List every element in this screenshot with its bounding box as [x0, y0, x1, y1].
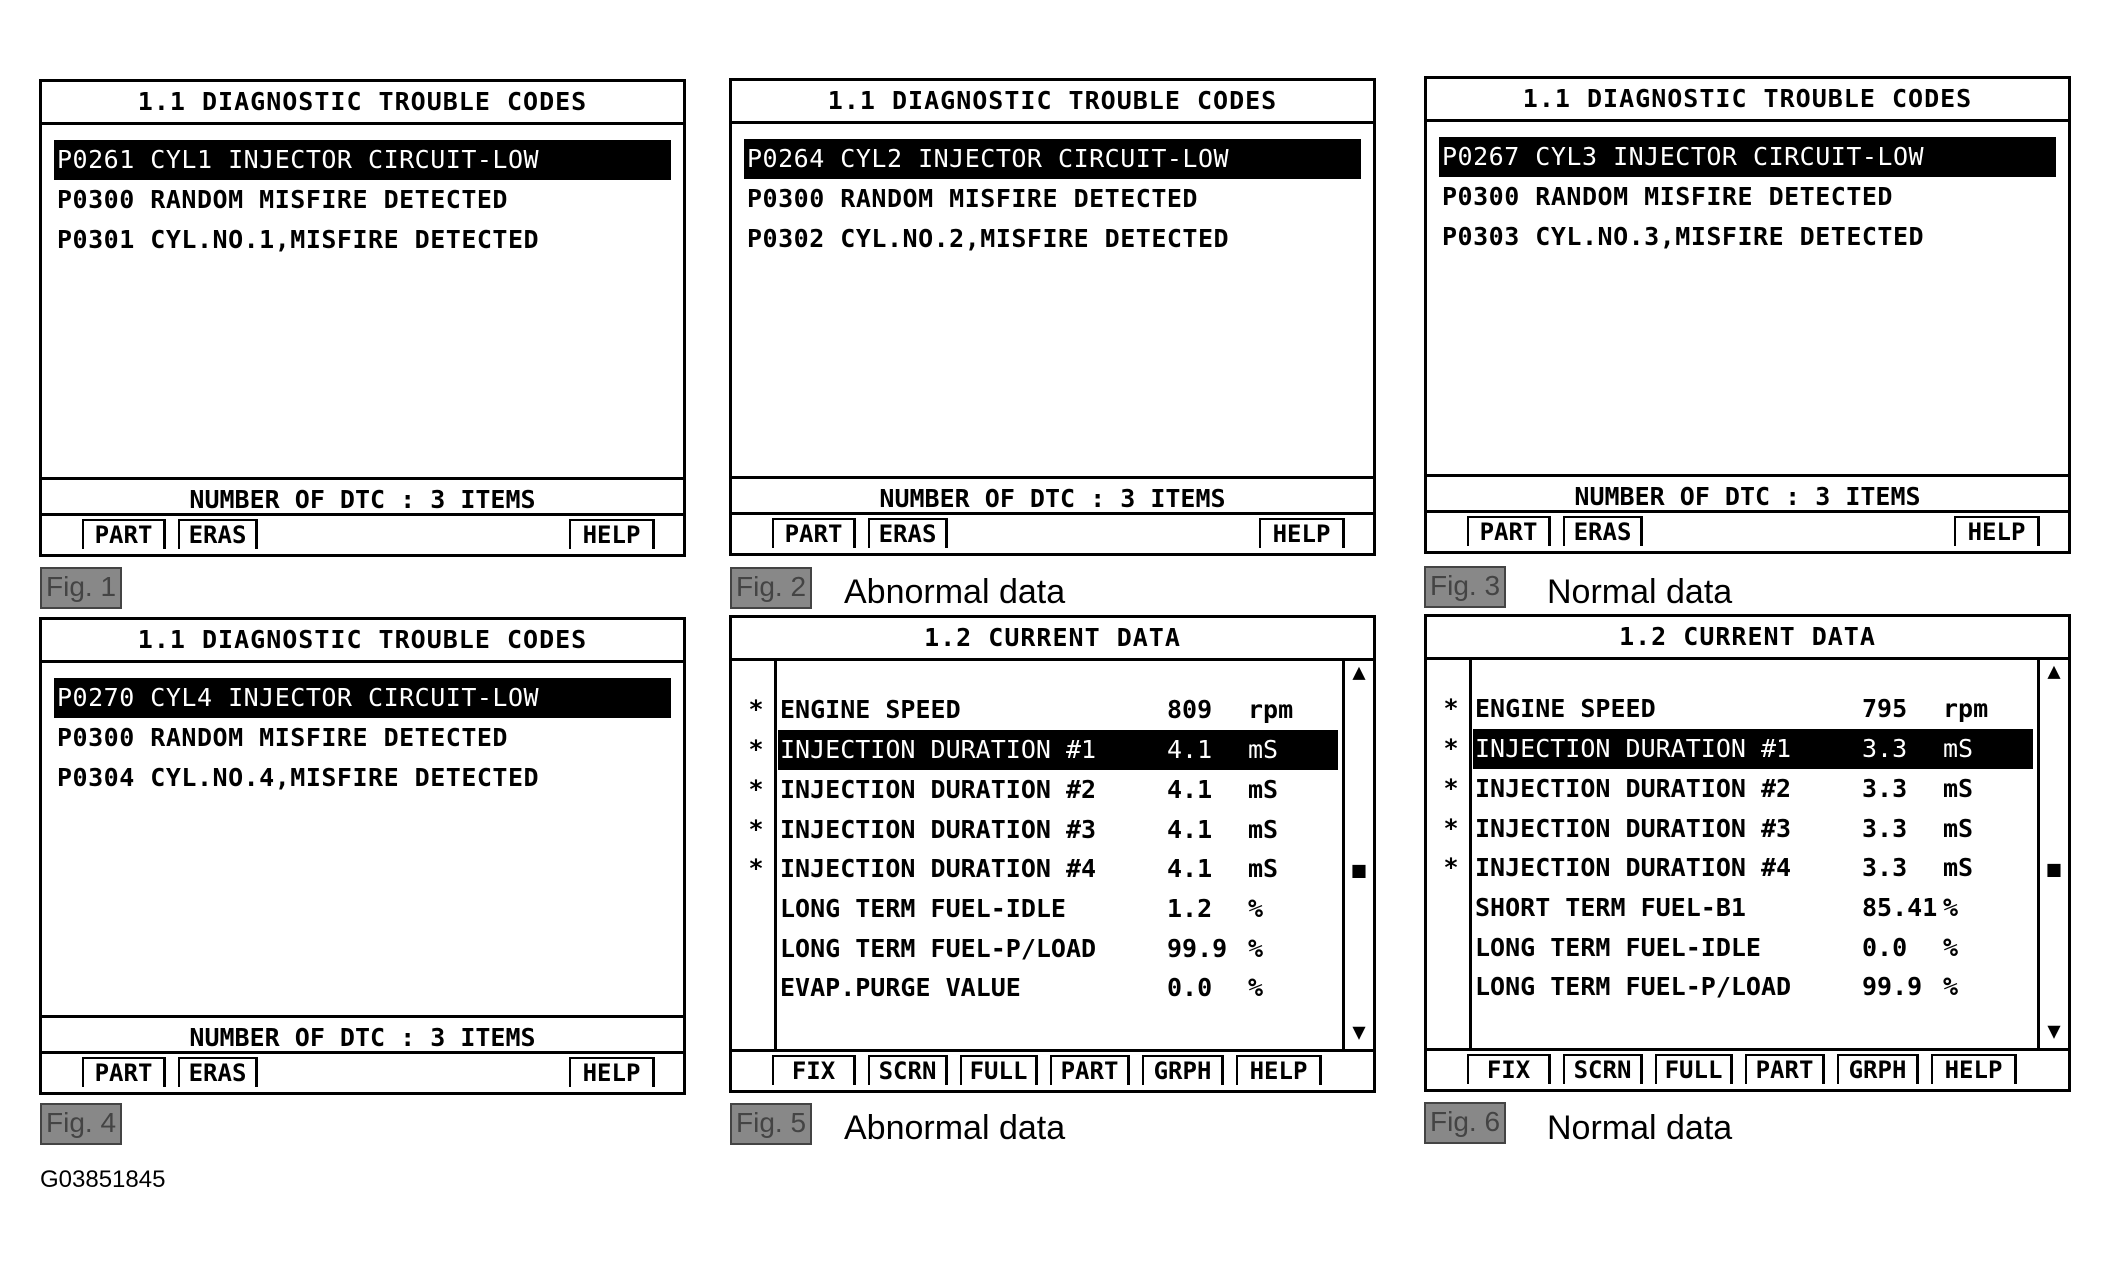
dtc-panel-1 — [39, 79, 686, 557]
param-name: LONG TERM FUEL-P/LOAD — [780, 934, 1097, 963]
selected-mark: * — [748, 815, 764, 844]
panel-title: 1.1 DIAGNOSTIC TROUBLE CODES — [42, 82, 683, 125]
param-unit: mS — [1248, 735, 1279, 764]
eras-key[interactable]: ERAS — [868, 518, 948, 548]
help-key[interactable]: HELP — [1259, 518, 1345, 548]
param-unit: % — [1943, 972, 1959, 1001]
data-row[interactable] — [732, 849, 1341, 889]
dtc-count: NUMBER OF DTC : 3 ITEMS — [42, 477, 683, 520]
figure-caption: Abnormal data — [844, 573, 1066, 611]
param-name: INJECTION DURATION #2 — [780, 775, 1097, 804]
selected-mark: * — [1443, 853, 1459, 882]
figure-label: Fig. 5 — [730, 1103, 812, 1145]
help-key[interactable]: HELP — [1954, 516, 2040, 546]
part-key[interactable]: PART — [1050, 1055, 1130, 1085]
scroll-thumb-icon[interactable]: ■ — [2047, 857, 2061, 882]
panel-title: 1.2 CURRENT DATA — [1427, 617, 2068, 660]
figure-label: Fig. 6 — [1424, 1102, 1506, 1144]
dtc-row[interactable]: P0267 CYL3 INJECTOR CIRCUIT-LOW — [1439, 137, 2056, 177]
data-row[interactable] — [732, 810, 1341, 850]
help-key[interactable]: HELP — [1931, 1054, 2017, 1084]
figure-label: Fig. 4 — [40, 1103, 122, 1145]
param-name: INJECTION DURATION #3 — [780, 815, 1097, 844]
param-unit: % — [1943, 933, 1959, 962]
selected-mark: * — [1443, 734, 1459, 763]
dtc-list — [54, 678, 671, 798]
dtc-panel-4 — [39, 617, 686, 1095]
param-value: 3.3 — [1862, 734, 1908, 763]
param-value: 1.2 — [1167, 894, 1213, 923]
dtc-count: NUMBER OF DTC : 3 ITEMS — [1427, 474, 2068, 517]
param-unit: mS — [1248, 815, 1279, 844]
figure-caption: Normal data — [1547, 573, 1733, 611]
panel-title: 1.1 DIAGNOSTIC TROUBLE CODES — [42, 620, 683, 663]
data-list — [1427, 657, 2068, 1048]
param-name: INJECTION DURATION #1 — [1475, 734, 1792, 763]
param-name: EVAP.PURGE VALUE — [780, 973, 1021, 1002]
help-key[interactable]: HELP — [1236, 1055, 1322, 1085]
panel-title: 1.1 DIAGNOSTIC TROUBLE CODES — [1427, 79, 2068, 122]
dtc-row[interactable]: P0301 CYL.NO.1,MISFIRE DETECTED — [57, 225, 540, 254]
dtc-row[interactable]: P0261 CYL1 INJECTOR CIRCUIT-LOW — [54, 140, 671, 180]
part-key[interactable]: PART — [82, 519, 166, 549]
param-unit: % — [1248, 934, 1264, 963]
grph-key[interactable]: GRPH — [1837, 1054, 1919, 1084]
data-row[interactable] — [1427, 769, 2036, 809]
param-value: 0.0 — [1167, 973, 1213, 1002]
selected-mark: * — [1443, 814, 1459, 843]
figure-caption: Abnormal data — [844, 1109, 1066, 1147]
function-key-bar — [732, 512, 1373, 553]
param-unit: % — [1943, 893, 1959, 922]
data-row[interactable] — [732, 770, 1341, 810]
dtc-row[interactable]: P0264 CYL2 INJECTOR CIRCUIT-LOW — [744, 139, 1361, 179]
param-value: 99.9 — [1167, 934, 1228, 963]
dtc-list — [54, 140, 671, 260]
param-name: INJECTION DURATION #3 — [1475, 814, 1792, 843]
param-value: 3.3 — [1862, 853, 1908, 882]
panel-title: 1.2 CURRENT DATA — [732, 618, 1373, 661]
param-value: 3.3 — [1862, 814, 1908, 843]
dtc-row[interactable]: P0300 RANDOM MISFIRE DETECTED — [57, 723, 508, 752]
param-value: 4.1 — [1167, 775, 1213, 804]
param-name: ENGINE SPEED — [1475, 694, 1656, 723]
dtc-row[interactable]: P0304 CYL.NO.4,MISFIRE DETECTED — [57, 763, 540, 792]
param-name: INJECTION DURATION #2 — [1475, 774, 1792, 803]
help-key[interactable]: HELP — [569, 519, 655, 549]
data-row[interactable] — [732, 690, 1341, 730]
param-unit: mS — [1943, 734, 1974, 763]
part-key[interactable]: PART — [82, 1057, 166, 1087]
function-key-bar — [1427, 510, 2068, 551]
param-value: 99.9 — [1862, 972, 1923, 1001]
param-name: LONG TERM FUEL-IDLE — [1475, 933, 1761, 962]
scroll-up-arrow-icon[interactable]: ▲ — [1352, 660, 1366, 685]
figure-label: Fig. 3 — [1424, 566, 1506, 608]
part-key[interactable]: PART — [772, 518, 856, 548]
function-key-bar — [42, 1051, 683, 1092]
current-data-panel-5 — [729, 615, 1376, 1093]
param-unit: rpm — [1943, 694, 1989, 723]
dtc-row[interactable]: P0300 RANDOM MISFIRE DETECTED — [57, 185, 508, 214]
eras-key[interactable]: ERAS — [178, 519, 258, 549]
param-unit: mS — [1943, 774, 1974, 803]
function-key-bar — [42, 513, 683, 554]
part-key[interactable]: PART — [1745, 1054, 1825, 1084]
param-unit: mS — [1248, 854, 1279, 883]
help-key[interactable]: HELP — [569, 1057, 655, 1087]
param-unit: rpm — [1248, 695, 1294, 724]
param-name: ENGINE SPEED — [780, 695, 961, 724]
scroll-down-arrow-icon[interactable]: ▼ — [1352, 1020, 1366, 1045]
dtc-panel-3 — [1424, 76, 2071, 554]
data-row[interactable] — [732, 889, 1341, 929]
dtc-row[interactable]: P0303 CYL.NO.3,MISFIRE DETECTED — [1442, 222, 1925, 251]
param-value: 3.3 — [1862, 774, 1908, 803]
data-row[interactable] — [1427, 888, 2036, 928]
fix-key[interactable]: FIX — [1467, 1054, 1551, 1084]
dtc-count: NUMBER OF DTC : 3 ITEMS — [732, 476, 1373, 519]
param-unit: % — [1248, 894, 1264, 923]
image-code: G03851845 — [40, 1166, 166, 1193]
param-name: INJECTION DURATION #4 — [1475, 853, 1792, 882]
selected-mark: * — [748, 854, 764, 883]
param-value: 809 — [1167, 695, 1213, 724]
param-unit: mS — [1943, 814, 1974, 843]
data-row[interactable] — [1427, 928, 2036, 968]
param-value: 4.1 — [1167, 735, 1213, 764]
param-value: 4.1 — [1167, 815, 1213, 844]
data-row[interactable] — [1427, 809, 2036, 849]
param-unit: % — [1248, 973, 1264, 1002]
dtc-count: NUMBER OF DTC : 3 ITEMS — [42, 1015, 683, 1058]
selected-mark: * — [1443, 694, 1459, 723]
dtc-row[interactable]: P0300 RANDOM MISFIRE DETECTED — [1442, 182, 1893, 211]
fix-key[interactable]: FIX — [772, 1055, 856, 1085]
param-value: 0.0 — [1862, 933, 1908, 962]
data-row[interactable] — [732, 968, 1341, 1008]
data-row[interactable] — [732, 730, 1341, 770]
scroll-thumb-icon[interactable]: ■ — [1352, 858, 1366, 883]
full-key[interactable]: FULL — [960, 1055, 1038, 1085]
param-name: INJECTION DURATION #1 — [780, 735, 1097, 764]
param-name: LONG TERM FUEL-P/LOAD — [1475, 972, 1792, 1001]
param-value: 85.41 — [1862, 893, 1938, 922]
param-value: 795 — [1862, 694, 1908, 723]
part-key[interactable]: PART — [1467, 516, 1551, 546]
data-row[interactable] — [732, 929, 1341, 969]
dtc-row[interactable]: P0300 RANDOM MISFIRE DETECTED — [747, 184, 1198, 213]
eras-key[interactable]: ERAS — [1563, 516, 1643, 546]
figure-caption: Normal data — [1547, 1109, 1733, 1147]
data-list — [732, 658, 1373, 1049]
selected-mark: * — [748, 735, 764, 764]
dtc-panel-2 — [729, 78, 1376, 556]
dtc-row[interactable]: P0302 CYL.NO.2,MISFIRE DETECTED — [747, 224, 1230, 253]
grph-key[interactable]: GRPH — [1142, 1055, 1224, 1085]
param-unit: mS — [1248, 775, 1279, 804]
function-key-bar — [1427, 1048, 2068, 1089]
selected-mark: * — [1443, 774, 1459, 803]
param-unit: mS — [1943, 853, 1974, 882]
dtc-list — [1439, 137, 2056, 257]
dtc-row[interactable]: P0270 CYL4 INJECTOR CIRCUIT-LOW — [54, 678, 671, 718]
selected-mark: * — [748, 695, 764, 724]
figure-label: Fig. 2 — [730, 567, 812, 609]
dtc-list — [744, 139, 1361, 259]
selected-mark: * — [748, 775, 764, 804]
param-name: SHORT TERM FUEL-B1 — [1475, 893, 1746, 922]
eras-key[interactable]: ERAS — [178, 1057, 258, 1087]
scroll-down-arrow-icon[interactable]: ▼ — [2047, 1019, 2061, 1044]
scroll-up-arrow-icon[interactable]: ▲ — [2047, 659, 2061, 684]
scrn-key[interactable]: SCRN — [1563, 1054, 1643, 1084]
data-row[interactable] — [1427, 967, 2036, 1007]
data-row[interactable] — [1427, 689, 2036, 729]
data-row[interactable] — [1427, 848, 2036, 888]
full-key[interactable]: FULL — [1655, 1054, 1733, 1084]
current-data-panel-6 — [1424, 614, 2071, 1092]
data-row[interactable] — [1427, 729, 2036, 769]
param-value: 4.1 — [1167, 854, 1213, 883]
scrn-key[interactable]: SCRN — [868, 1055, 948, 1085]
function-key-bar — [732, 1049, 1373, 1090]
param-name: LONG TERM FUEL-IDLE — [780, 894, 1066, 923]
param-name: INJECTION DURATION #4 — [780, 854, 1097, 883]
figure-label: Fig. 1 — [40, 567, 122, 609]
panel-title: 1.1 DIAGNOSTIC TROUBLE CODES — [732, 81, 1373, 124]
